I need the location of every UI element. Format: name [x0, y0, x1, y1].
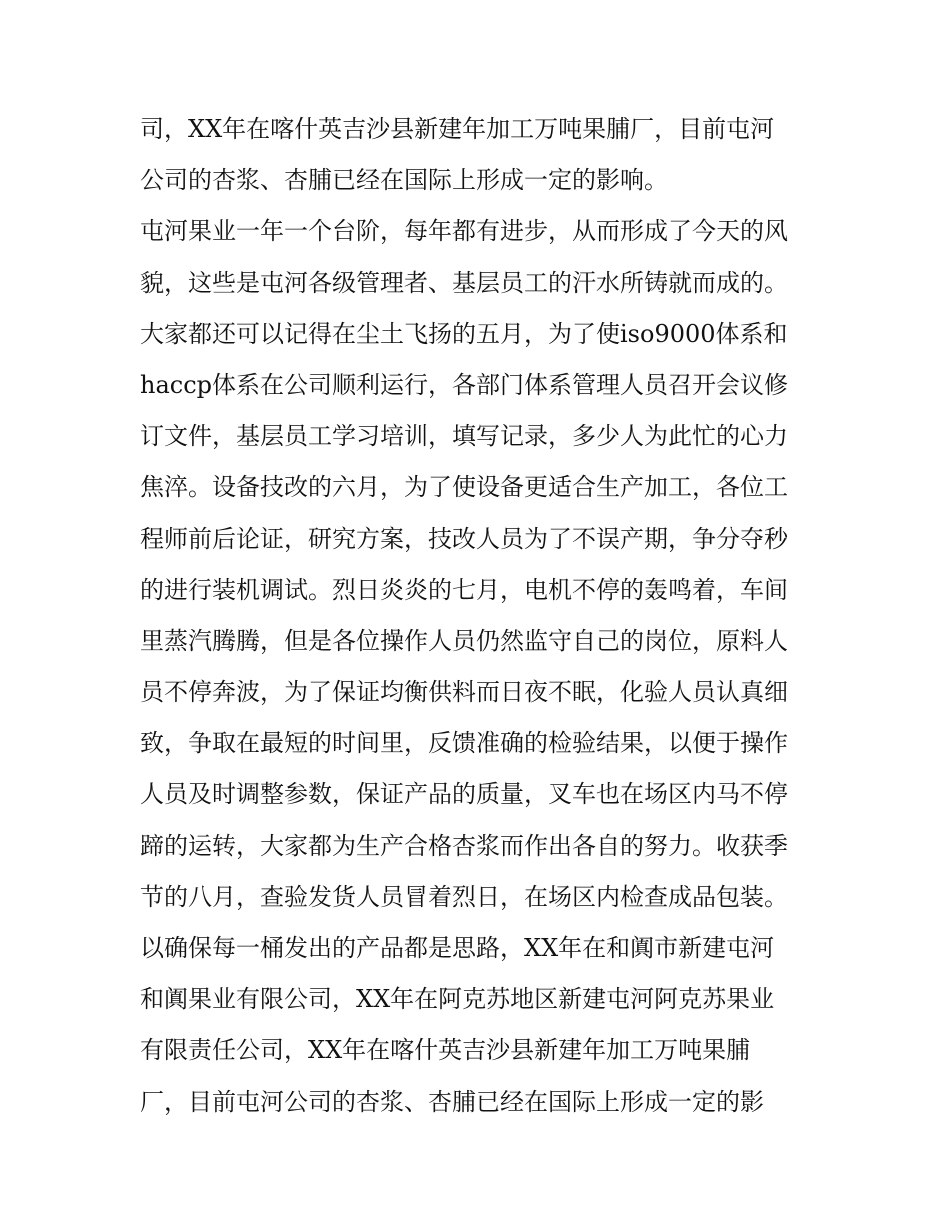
text-line: 公司的杏浆、杏脯已经在国际上形成一定的影响。 — [140, 166, 668, 195]
text-line: 员不停奔波，为了保证均衡供料而日夜不眠，化验人员认真细 — [140, 678, 788, 707]
text-line: 大家都还可以记得在尘土飞扬的五月，为了使iso9000体系和 — [140, 319, 788, 348]
text-line: 致，争取在最短的时间里，反馈准确的检验结果，以便于操作 — [140, 729, 788, 758]
body-text — [140, 104, 830, 1128]
text-line: 订文件，基层员工学习培训，填写记录，多少人为此忙的心力 — [140, 422, 788, 451]
text-line: 貌，这些是屯河各级管理者、基层员工的汗水所铸就而成的。 — [140, 268, 788, 297]
text-line: 以确保每一桶发出的产品都是思路，XX年在和阗市新建屯河 — [140, 934, 775, 962]
text-line: 厂，目前屯河公司的杏浆、杏脯已经在国际上形成一定的影 — [140, 1087, 764, 1116]
text-line: 有限责任公司，XX年在喀什英吉沙县新建年加工万吨果脯 — [140, 1036, 751, 1065]
text-line: 焦淬。设备技改的六月，为了使设备更适合生产加工，各位工 — [140, 473, 788, 502]
text-line: 蹄的运转，大家都为生产合格杏浆而作出各自的努力。收获季 — [140, 831, 788, 860]
text-line: 的进行装机调试。烈日炎炎的七月，电机不停的轰鸣着，车间 — [140, 575, 788, 604]
text-line: 人员及时调整参数，保证产品的质量，叉车也在场区内马不停 — [140, 780, 788, 809]
text-line: haccp体系在公司顺利运行，各部门体系管理人员召开会议修 — [140, 370, 789, 399]
text-line: 和阗果业有限公司，XX年在阿克苏地区新建屯河阿克苏果业 — [140, 985, 775, 1014]
text-line: 程师前后论证，研究方案，技改人员为了不误产期，争分夺秒 — [140, 524, 788, 553]
text-line: 司，XX年在喀什英吉沙县新建年加工万吨果脯厂，目前屯河 — [140, 115, 775, 143]
text-line: 里蒸汽腾腾，但是各位操作人员仍然监守自己的岗位，原料人 — [140, 626, 788, 655]
text-line: 节的八月，查验发货人员冒着烈日，在场区内检查成品包装。 — [140, 882, 788, 911]
text-line: 屯河果业一年一个台阶，每年都有进步，从而形成了今天的风 — [140, 217, 788, 246]
